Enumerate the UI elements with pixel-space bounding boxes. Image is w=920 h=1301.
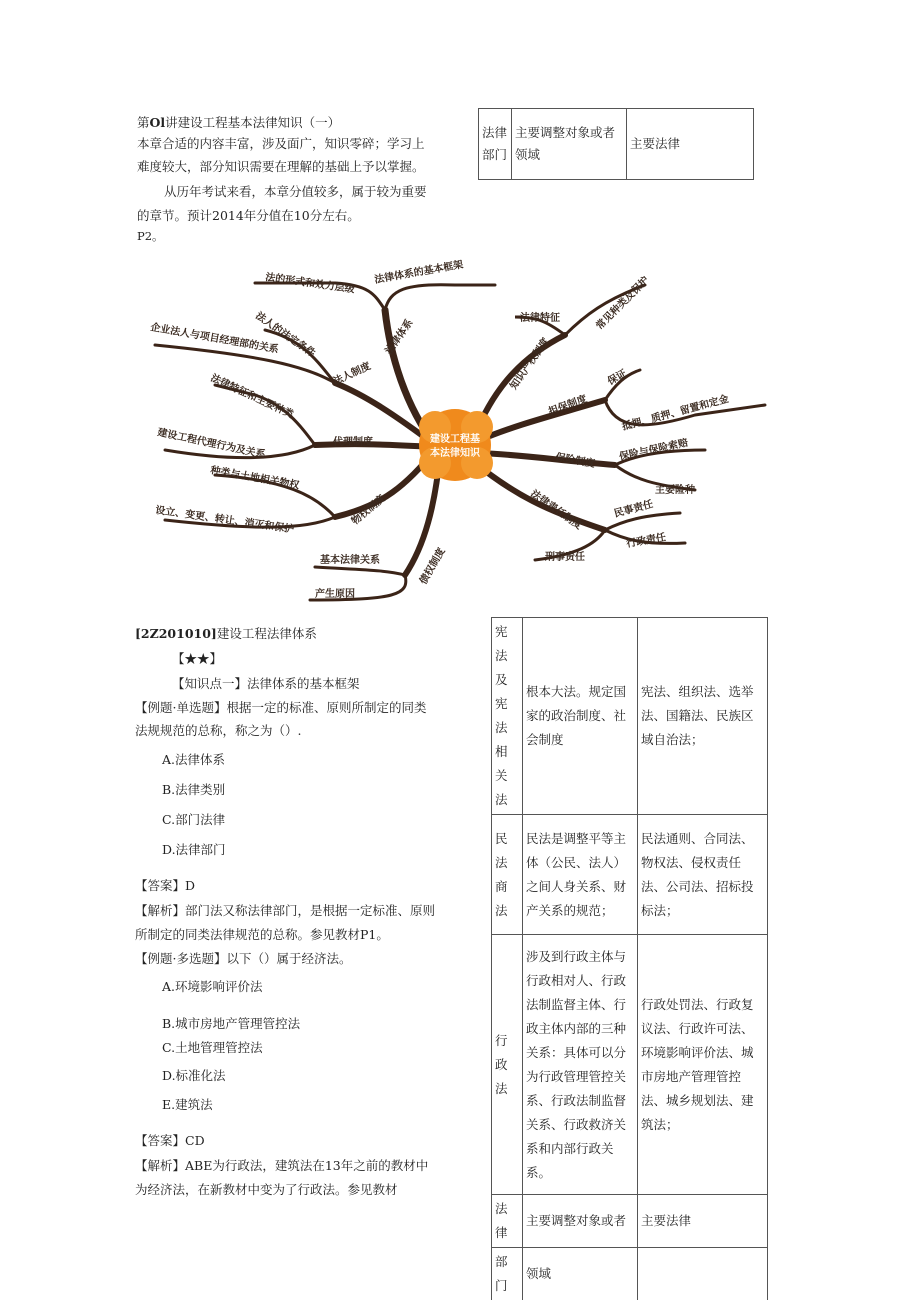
top-table-dept: 法律部门	[479, 109, 512, 180]
mm-label-property: 物权制度	[349, 493, 388, 528]
mm-sub-claims: 保险与保险索赔	[618, 437, 690, 463]
mm-sub-ip-features: 法律特征	[520, 313, 560, 324]
q1-stem-1: 【例题·单选题】根据一定的标准、原则所制定的同类	[135, 700, 427, 715]
q2-option-c: C.土地管理管控法	[162, 1040, 263, 1055]
law-departments-table	[491, 617, 768, 1300]
mm-sub-origin: 产生原因	[315, 589, 355, 600]
q2-stem: 【例题·多选题】以下（）属于经济法。	[135, 951, 352, 966]
mm-sub-main-insurance: 主要险种	[655, 485, 695, 496]
row-dept: 宪 法及 宪法 相关法	[492, 618, 523, 815]
mm-label-guarantee: 担保制度	[547, 393, 589, 418]
q2-option-a: A.环境影响评价法	[162, 979, 263, 994]
q1-explain-1: 【解析】部门法又称法律部门，是根据一定标准、原则	[135, 903, 436, 918]
mm-label-ip: 知识产权制度	[508, 336, 552, 392]
footer-scope-2: 领域	[523, 1248, 638, 1301]
row-laws: 行政处罚法、行政复议法、行政许可法、环境影响评价法、城市房地产管理管控法、城乡规划法、建筑法；	[638, 935, 768, 1195]
mm-sub-civil: 民事责任	[612, 498, 655, 520]
mm-sub-law-forms: 法的形式和效力层级	[264, 272, 356, 296]
top-table-scope: 主要调整对象或者领域	[512, 109, 627, 180]
q2-explain-1: 【解析】ABE为行政法，建筑法在13年之前的教材中	[135, 1158, 429, 1173]
footer-laws-2	[638, 1248, 768, 1301]
q1-option-b: B.法律类别	[162, 782, 226, 797]
mm-label-legal-system: 法律体系	[383, 317, 416, 357]
mm-sub-basic-relation: 基本法律关系	[320, 555, 380, 566]
stars-rating: 【★★】	[172, 651, 223, 666]
center-text-1: 建设工程基	[430, 434, 480, 445]
mm-sub-ip-types: 常见种类及保护	[594, 274, 652, 333]
mind-map-center	[419, 409, 493, 481]
mm-sub-land-rights: 种类与土地相关物权	[209, 465, 301, 492]
q1-option-d: D.法律部门	[162, 842, 226, 857]
mm-sub-person-conditions: 法人的法定条件	[253, 310, 317, 360]
intro-line-2: 难度较大，部分知识需要在理解的基础上予以掌握。	[137, 159, 425, 174]
mm-label-credit: 债权制度	[418, 546, 448, 587]
branch-legal-person	[335, 383, 435, 445]
table-row	[492, 1195, 768, 1248]
q1-option-a: A.法律体系	[162, 752, 226, 767]
mm-label-legal-person: 法人制度	[331, 360, 373, 388]
chapter-title: 第Ol讲建设工程基本法律知识（一）	[137, 115, 341, 130]
mm-sub-agency-relations: 建设工程代理行为及关系	[156, 427, 267, 461]
mm-sub-framework: 法律体系的基本框架	[373, 259, 465, 286]
q2-explain-2: 为经济法，在新教材中变为了行政法。参见教材	[135, 1182, 398, 1197]
q1-stem-2: 法规规范的总称，称之为（）.	[135, 723, 302, 738]
table-row	[492, 815, 768, 935]
q1-option-c: C.部门法律	[162, 812, 226, 827]
section-heading: [2Z201010]建设工程法律体系	[135, 626, 317, 641]
q1-explain-2: 所制定的同类法律规范的总称。参见教材P1。	[135, 927, 389, 942]
mm-sub-enterprise: 企业法人与项目经理部的关系	[149, 322, 280, 356]
row-laws: 宪法、组织法、选举法、国籍法、民族区域自治法；	[638, 618, 768, 815]
footer-dept: 法律	[492, 1195, 523, 1248]
mm-sub-admin: 行政责任	[625, 532, 667, 550]
footer-dept-2: 部门	[492, 1248, 523, 1301]
table-row	[492, 1248, 768, 1301]
intro-line-3: 从历年考试来看，本章分值较多，属于较为重要	[164, 184, 427, 199]
row-scope: 民法是调整平等主体（公民、法人）之间人身关系、财产关系的规范；	[523, 815, 638, 935]
intro-line-1: 本章合适的内容丰富，涉及面广，知识零碎；学习上	[137, 136, 425, 151]
row-dept: 民 法商法	[492, 815, 523, 935]
row-dept: 行政法	[492, 935, 523, 1195]
q2-answer: 【答案】CD	[135, 1133, 205, 1148]
intro-line-5: P2。	[137, 229, 164, 243]
intro-line-4: 的章节。预计2014年分值在10分左右。	[137, 208, 360, 223]
top-header-table	[478, 108, 754, 180]
q2-option-b: B.城市房地产管理管控法	[162, 1016, 301, 1031]
q2-option-e: E.建筑法	[162, 1097, 213, 1112]
mm-label-liability: 法律责任制度	[528, 488, 584, 532]
footer-laws: 主要法律	[638, 1195, 768, 1248]
branch-guarantee	[480, 400, 605, 440]
mm-sub-surety: 保证	[606, 368, 629, 388]
q2-option-d: D.标准化法	[162, 1068, 226, 1083]
mm-sub-criminal: 刑事责任	[545, 552, 585, 563]
row-laws: 民法通则、合同法、物权法、侵权责任法、公司法、招标投标法；	[638, 815, 768, 935]
row-scope: 涉及到行政主体与行政相对人、行政法制监督主体、行政主体内部的三种关系：具体可以分为行政管理管控关系、行政法制监督关系、行政救济关系和内部行政关系。	[523, 935, 638, 1195]
top-table-laws: 主要法律	[627, 109, 754, 180]
row-scope: 根本大法。规定国家的政治制度、社会制度	[523, 618, 638, 815]
table-row	[492, 935, 768, 1195]
mm-label-insurance: 保险制度	[554, 452, 596, 470]
knowledge-point: 【知识点一】法律体系的基本框架	[172, 676, 360, 691]
q1-answer: 【答案】D	[135, 878, 196, 893]
footer-scope: 主要调整对象或者	[523, 1195, 638, 1248]
table-row	[492, 618, 768, 815]
mm-sub-agency-features: 法律特征和主要种类	[208, 372, 295, 421]
mm-sub-property-changes: 设立、变更、转让、消灭和保护	[154, 505, 295, 536]
mm-sub-pledge: 抵押、质押、留置和定金	[620, 393, 731, 433]
mind-map	[135, 255, 775, 615]
mm-label-agency: 代理制度	[333, 437, 373, 448]
center-text-2: 本法律知识	[430, 448, 480, 459]
